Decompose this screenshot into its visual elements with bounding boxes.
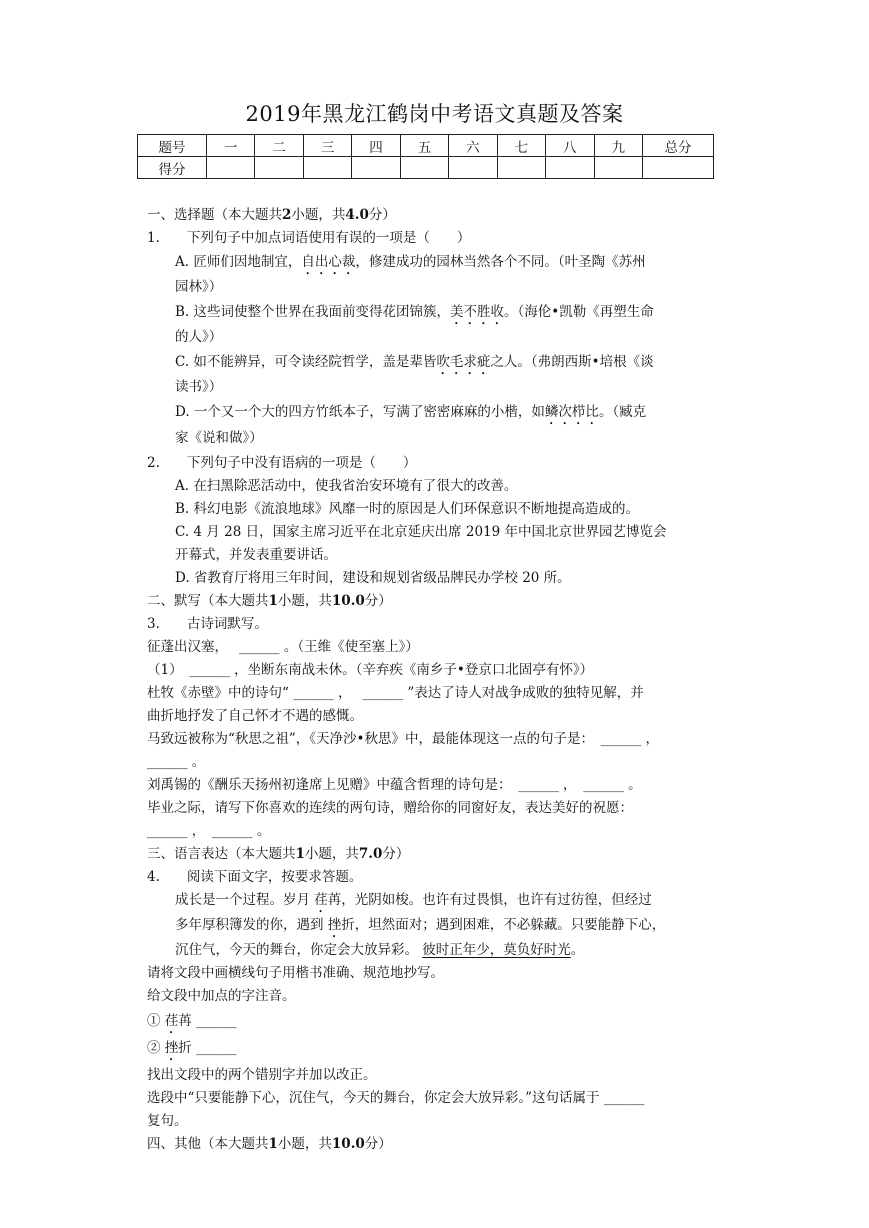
q3-line: 曲折地抒发了自己怀才不遇的感慨。 (147, 708, 363, 724)
q2-option-b: B. 科幻电影《流浪地球》风靡一时的原因是人们环保意识不断地提高造成的。 (175, 501, 640, 517)
question-3-stem: 3. 古诗词默写。 (147, 616, 268, 632)
heading-text: 分） (368, 207, 396, 223)
score-header-cell: 七 (497, 135, 545, 157)
q3-line: 刘禹锡的《酬乐天扬州初逢席上见赠》中蕴含哲理的诗句是： ______ ， ______ 。 (147, 777, 642, 793)
section-heading-2 (147, 590, 392, 612)
item-text: 折 ______ (178, 1040, 237, 1056)
q3-line: ______ 。 (147, 754, 206, 770)
dotted-char: 荏 (314, 892, 328, 908)
option-text: A. 匠师们因地制宜， (175, 254, 302, 270)
dotted-term: 吹毛求疵 (436, 354, 491, 370)
option-text: B. 这些词使整个世界在我面前变得花团锦簇， (175, 304, 451, 320)
q1-option-a-cont: 园林》） (175, 279, 223, 295)
score-header-cell: 三 (303, 135, 351, 157)
heading-text: 分） (364, 593, 392, 609)
score-value-cell (352, 157, 400, 179)
score-value-cell (207, 157, 255, 179)
q3-line: 杜牧《赤壁》中的诗句“ ______ ， ______ ”表达了诗人对战争成败的独特见解，并 (147, 685, 644, 701)
score-header-cell: 九 (594, 135, 643, 157)
q3-line: ______ ， ______ 。 (147, 823, 271, 839)
q4-item-2 (147, 1037, 237, 1064)
score-value-cell (546, 157, 594, 179)
score-value-cell (255, 157, 303, 179)
dotted-term: 鳞次栉比 (544, 404, 599, 420)
dotted-char: 荏 (164, 1013, 179, 1029)
q4-passage-line (175, 889, 652, 916)
q4-requirement: 选段中“只要能静下心，沉住气，今天的舞台，你定会大放异彩。”这句话属于 ______ (147, 1090, 645, 1106)
heading-count: 1 (268, 1136, 278, 1152)
item-text: 苒 ______ (178, 1013, 237, 1029)
question-4-stem: 4. 阅读下面文字，按要求答题。 (147, 869, 363, 885)
heading-text: 分） (382, 846, 410, 862)
option-text: 。（臧克 (598, 404, 647, 420)
q3-line: 马致远被称为“秋思之祖”，《天净沙•秋思》中，最能体现这一点的句子是： ______ ， (147, 731, 660, 747)
passage-text: 成长是一个过程。岁月 (175, 892, 315, 908)
score-header-cell: 题号 (138, 135, 207, 157)
heading-count: 1 (295, 846, 305, 862)
q1-option-d (175, 401, 646, 428)
option-text: ，修建成功的园林当然各个不同。（叶圣陶《苏州 (355, 254, 646, 270)
underlined-sentence: 彼时正年少，莫负好时光 (422, 942, 571, 958)
score-header-cell: 二 (255, 135, 303, 157)
heading-text: 四、其他（本大题共 (147, 1136, 269, 1152)
heading-points: 4.0 (345, 207, 369, 223)
score-header-cell: 六 (449, 135, 497, 157)
dotted-term: 自出心裁 (301, 254, 356, 270)
heading-text: 一、选择题（本大题共 (147, 207, 282, 223)
score-header-cell: 一 (207, 135, 255, 157)
q3-line: （1） ______ ，坐断东南战未休。（辛弃疾《南乡子•登京口北固亭有怀》） (147, 662, 594, 678)
heading-count: 2 (282, 207, 292, 223)
q1-option-c-cont: 读书》） (175, 379, 223, 395)
heading-text: 分） (364, 1136, 392, 1152)
q1-option-d-cont: 家《说和做》） (175, 430, 263, 446)
q2-option-c-cont: 开幕式，并发表重要讲话。 (175, 547, 337, 563)
document-title: 2019年黑龙江鹤岗中考语文真题及答案 (245, 102, 624, 126)
dotted-char: 挫 (164, 1040, 179, 1056)
score-table (137, 134, 714, 179)
heading-text: 小题，共 (277, 1136, 332, 1152)
q4-passage-line (175, 939, 584, 961)
passage-text: 苒，光阴如梭。也许有过畏惧，也许有过彷徨，但经过 (327, 892, 652, 908)
option-text: C. 如不能辨异，可令读经院哲学，盖是辈皆 (175, 354, 437, 370)
q2-option-c: C. 4 月 28 日，国家主席习近平在北京延庆出席 2019 年中国北京世界园艺博览会 (175, 524, 667, 540)
passage-text: 多年厚积簿发的你，遇到 (175, 917, 328, 933)
score-value-cell (594, 157, 643, 179)
q4-passage-line (175, 914, 665, 941)
dotted-term: 美不胜收 (450, 304, 505, 320)
dotted-char: 挫 (327, 917, 342, 933)
q1-option-c (175, 351, 654, 378)
q3-line: 毕业之际，请写下你喜欢的连续的两句诗，赠给你的同窗好友，表达美好的祝愿： (147, 800, 633, 816)
heading-count: 1 (268, 593, 278, 609)
heading-text: 小题，共 (304, 846, 359, 862)
score-value-cell (449, 157, 497, 179)
score-header-cell: 五 (400, 135, 448, 157)
heading-text: 二、默写（本大题共 (147, 593, 269, 609)
section-heading-4 (147, 1133, 392, 1155)
item-number: ② (147, 1040, 161, 1056)
score-value-cell (497, 157, 545, 179)
q2-option-a: A. 在扫黑除恶活动中，使我省治安环境有了很大的改善。 (175, 478, 518, 494)
q4-requirement-cont: 复句。 (147, 1113, 188, 1129)
passage-text: 。 (570, 942, 585, 958)
score-table-header-row (138, 135, 714, 157)
passage-text: 沉住气，今天的舞台，你定会大放异彩。 (175, 942, 423, 958)
q1-option-b-cont: 的人》） (175, 329, 223, 345)
q2-option-d: D. 省教育厅将用三年时间，建设和规划省级品牌民办学校 20 所。 (175, 570, 571, 586)
option-text: D. 一个又一个大的四方竹纸本子，写满了密密麻麻的小楷，如 (175, 404, 545, 420)
score-value-cell (400, 157, 448, 179)
score-header-cell: 四 (352, 135, 400, 157)
section-heading-3 (147, 843, 409, 865)
section-heading-1 (147, 204, 396, 226)
heading-text: 小题，共 (291, 207, 346, 223)
score-value-cell (303, 157, 351, 179)
heading-text: 三、语言表达（本大题共 (147, 846, 296, 862)
q1-option-b (175, 301, 654, 328)
score-table-value-row (138, 157, 714, 179)
question-1-stem: 1. 下列句子中加点词语使用有误的一项是（ ） (147, 230, 471, 246)
question-2-stem: 2. 下列句子中没有语病的一项是（ ） (147, 455, 417, 471)
passage-text: 折，坦然面对；遇到困难，不必躲藏。只要能静下心， (341, 917, 666, 933)
q4-item-1 (147, 1010, 237, 1037)
option-text: 之人。（弗朗西斯•培根《谈 (490, 354, 654, 370)
score-value-cell (643, 157, 714, 179)
heading-points: 7.0 (358, 846, 383, 862)
q4-requirement: 给文段中加点的字注音。 (147, 988, 296, 1004)
heading-points: 10.0 (331, 593, 365, 609)
score-row-label: 得分 (138, 157, 207, 179)
score-header-cell: 八 (546, 135, 594, 157)
heading-text: 小题，共 (277, 593, 332, 609)
q1-option-a (175, 251, 646, 278)
heading-points: 10.0 (331, 1136, 365, 1152)
option-text: 。（海伦•凯勒《再塑生命 (504, 304, 654, 320)
q4-requirement: 请将文段中画横线句子用楷书准确、规范地抄写。 (147, 965, 444, 981)
score-header-cell: 总分 (643, 135, 714, 157)
q3-line: 征蓬出汉塞， ______ 。（王维《使至塞上》） (147, 639, 419, 655)
item-number: ① (147, 1013, 161, 1029)
q4-requirement: 找出文段中的两个错别字并加以改正。 (147, 1067, 377, 1083)
